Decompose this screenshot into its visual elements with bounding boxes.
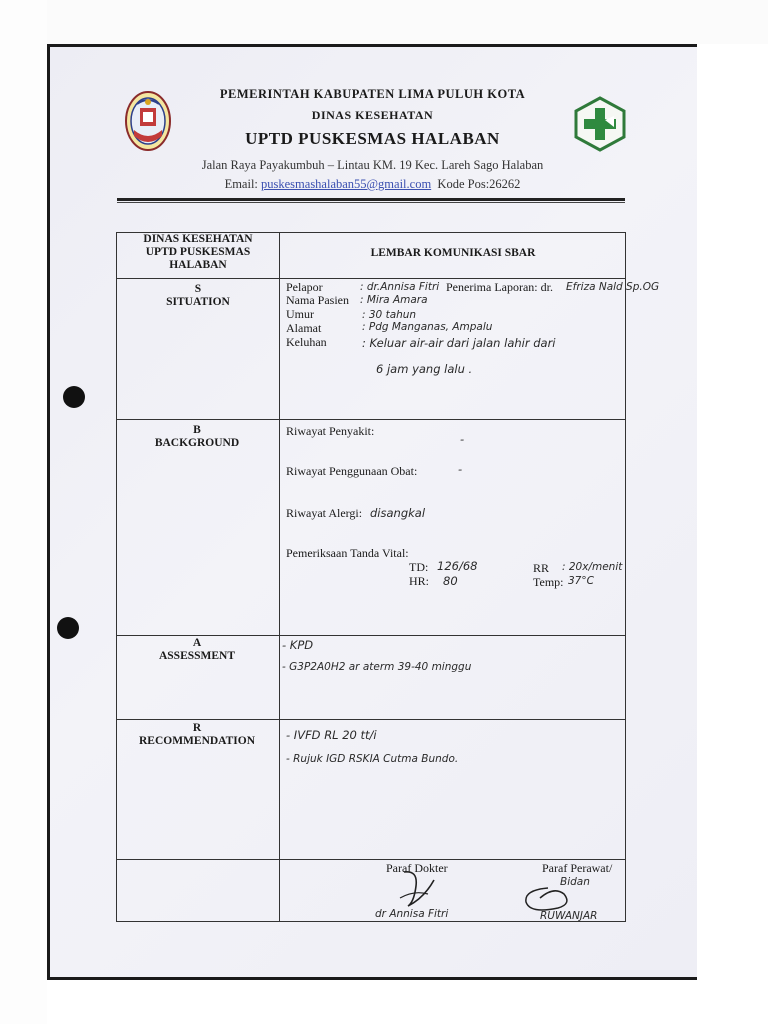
hr-value: 80 [443,574,458,588]
postal-code: Kode Pos:26262 [437,177,521,191]
assessment-label: A ASSESSMENT [158,637,236,662]
punch-hole-top [63,386,85,408]
scan-backdrop-left [0,0,47,1024]
letterhead-rule [117,198,625,201]
riwayat-obat-label: Riwayat Penggunaan Obat: [286,464,418,478]
riwayat-obat-value: - [458,462,463,476]
background-label: B BACKGROUND [154,424,240,449]
recommendation-label: R RECOMMENDATION [138,722,256,747]
punch-hole-bottom [57,617,79,639]
nurse-signature-label: Paraf Perawat/ [542,861,613,875]
email-link[interactable]: puskesmashalaban55@gmail.com [261,177,432,191]
row-divider-header [117,278,625,279]
doctor-name: dr Annisa Fitri [375,908,449,920]
letterhead-contact [150,177,595,192]
row-divider-situation [117,419,625,420]
row-divider-background [117,635,625,636]
umur-label: Umur [286,307,314,321]
penerima-label: Penerima Laporan: dr. [446,280,553,294]
puskesmas-logo-icon [574,96,626,152]
scan-backdrop-top [0,0,768,44]
form-title: LEMBAR KOMUNIKASI SBAR [370,247,536,259]
pelapor-label: Pelapor [286,280,323,294]
letterhead-department: DINAS KESEHATAN [311,108,434,122]
letterhead-address: Jalan Raya Payakumbuh – Lintau KM. 19 Kec. Lareh Sago Halaban [201,158,544,172]
column-divider [279,233,280,921]
nurse-name: RUWANJAR [540,910,598,922]
tanda-vital-label: Pemeriksaan Tanda Vital: [286,546,409,560]
doctor-signature-scribble-icon [394,868,444,912]
letterhead-facility: UPTD PUSKESMAS HALABAN [245,129,500,148]
pasien-value: : Mira Amara [360,294,428,306]
riwayat-penyakit-value: - [460,432,465,446]
alamat-value: : Pdg Manganas, Ampalu [362,321,493,333]
pasien-label: Nama Pasien [286,293,349,307]
doctor-signature-label: Paraf Dokter [386,861,448,875]
situation-label: S SITUATION [166,283,230,308]
td-label: TD: [409,560,429,574]
temp-label: Temp: [533,575,564,589]
letterhead-government: PEMERINTAH KABUPATEN LIMA PULUH KOTA [219,87,526,101]
rr-value: : 20x/menit [562,561,623,573]
row-divider-assessment [117,719,625,720]
row-divider-recommendation [117,859,625,860]
rr-label: RR [533,561,550,575]
riwayat-alergi-value: disangkal [370,506,426,520]
riwayat-penyakit-label: Riwayat Penyakit: [286,424,375,438]
assessment-item-2: - G3P2A0H2 ar aterm 39-40 minggu [282,661,472,673]
temp-value: 37°C [568,575,594,587]
recommendation-item-1: - IVFD RL 20 tt/i [286,728,377,742]
td-value: 126/68 [437,559,478,573]
recommendation-item-2: - Rujuk IGD RSKIA Cutma Bundo. [286,753,459,765]
org-cell: DINAS KESEHATAN UPTD PUSKESMAS HALABAN [143,233,253,271]
riwayat-alergi-label: Riwayat Alergi: [286,506,363,520]
email-label: Email: [224,177,258,191]
keluhan-value: : Keluar air-air dari jalan lahir dari [362,336,556,350]
penerima-value: Efriza Nald Sp.OG [566,281,660,293]
regency-emblem-icon [125,90,171,152]
umur-value: : 30 tahun [362,309,417,321]
pelapor-value: : dr.Annisa Fitri [360,281,440,293]
nurse-signature-label-cont: Bidan [560,876,590,888]
keluhan-label: Keluhan [286,335,327,349]
letterhead-rule-thin [117,202,625,203]
alamat-label: Alamat [286,321,322,335]
hr-label: HR: [409,574,430,588]
assessment-item-1: - KPD [282,638,314,652]
keluhan-value-continued: 6 jam yang lalu . [376,362,473,376]
